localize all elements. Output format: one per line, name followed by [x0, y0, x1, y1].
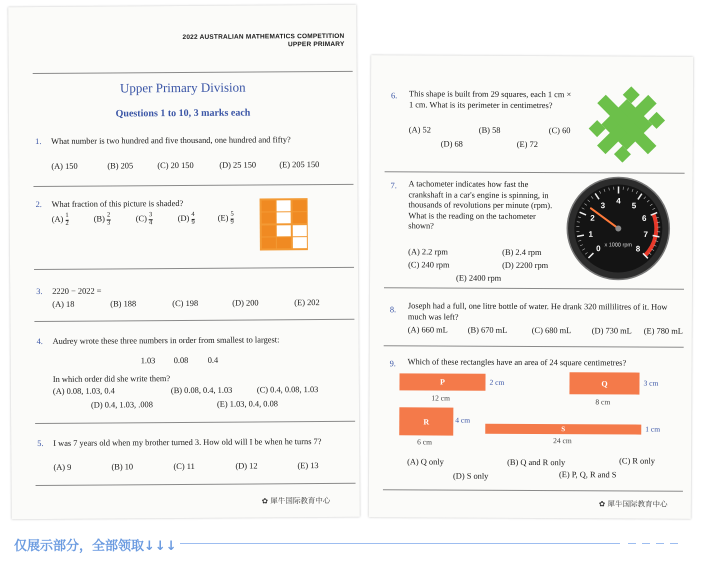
tachometer-tick-label: 6: [641, 213, 647, 223]
option-d[interactable]: (D) 25 150: [219, 160, 257, 170]
question-number: 5.: [37, 438, 44, 449]
question-text: This shape is built from 29 squares, each 1 cm × 1 cm. What is its perimeter in centimetres?: [408, 89, 572, 110]
question-number: 1.: [35, 136, 42, 147]
divider: [33, 71, 353, 74]
tachometer-unit-label: x 1000 rpm: [604, 242, 632, 249]
option-d[interactable]: (D) 200: [232, 298, 259, 308]
banner-dash: [656, 543, 664, 544]
divider: [34, 319, 354, 322]
option-e[interactable]: (E) 13: [297, 461, 319, 471]
watermark: ✿ 犀牛国际教育中心: [598, 499, 668, 509]
grid-cell: [277, 237, 291, 248]
rectangle-q-height: 3 cm: [643, 378, 659, 388]
grid-cell: [292, 237, 306, 248]
banner-dash: [642, 543, 650, 544]
divider: [34, 267, 354, 270]
question-number: 2.: [35, 199, 42, 210]
wechat-icon: ✿: [261, 496, 268, 506]
divider: [384, 287, 684, 290]
option-e[interactable]: (E) $\frac{5}{9}$: [217, 210, 234, 226]
option-e[interactable]: (E) 2400 rpm: [456, 273, 502, 283]
question-text-2: In which order did she write them?: [52, 374, 171, 384]
option-a[interactable]: (A) $\frac{1}{2}$: [51, 211, 69, 227]
banner-dash: [628, 543, 636, 544]
right-page: [369, 55, 693, 519]
option-a[interactable]: (A) 52: [408, 125, 431, 135]
option-e[interactable]: (E) P, Q, R and S: [558, 470, 617, 480]
rectangle-r-height: 4 cm: [455, 415, 471, 425]
rectangle-s-width: 24 cm: [553, 436, 572, 446]
option-c[interactable]: (C) 240 rpm: [408, 260, 450, 270]
option-c[interactable]: (C) 198: [172, 298, 199, 309]
competition-header: [183, 33, 345, 50]
option-b[interactable]: (B) 10: [111, 462, 134, 472]
option-a[interactable]: (A) 150: [51, 161, 78, 171]
option-b[interactable]: (B) 188: [110, 299, 137, 309]
rectangle-p-height: 2 cm: [489, 377, 505, 387]
option-b[interactable]: (B) 205: [107, 161, 134, 171]
divider: [35, 421, 355, 424]
option-e[interactable]: (E) 205 150: [279, 160, 320, 170]
option-c[interactable]: (C) R only: [619, 456, 655, 466]
question-number: 9.: [389, 359, 396, 369]
tachometer-tick-label: 7: [643, 230, 648, 240]
rectangle-q-width: 8 cm: [595, 397, 611, 407]
rectangle-r: R: [399, 407, 453, 435]
shaded-grid-picture: [260, 198, 308, 250]
grid-cell: [261, 225, 275, 236]
rectangle-r-width: 6 cm: [417, 437, 433, 447]
option-c[interactable]: (C) 680 mL: [531, 326, 572, 336]
divider: [384, 345, 684, 348]
promo-banner[interactable]: 仅展示部分，全部领取↓↓↓: [14, 539, 177, 554]
grid-cell: [277, 225, 291, 236]
option-d[interactable]: (D) 0.4, 1.03, .008: [90, 400, 153, 410]
tachometer: [566, 176, 671, 281]
grid-cell: [277, 212, 291, 223]
header-line2: UPPER PRIMARY: [287, 40, 345, 49]
option-c[interactable]: (C) 0.4, 0.08, 1.03: [256, 385, 319, 395]
grid-cell: [277, 200, 291, 211]
option-a[interactable]: (A) 0.08, 1.03, 0.4: [52, 386, 115, 396]
option-a[interactable]: (A) 18: [52, 299, 75, 309]
option-a[interactable]: (A) 660 mL: [407, 325, 448, 335]
option-c[interactable]: (C) $\frac{3}{4}$: [135, 211, 153, 226]
tachometer-tick-label: 5: [631, 201, 637, 211]
rectangle-s-height: 1 cm: [645, 424, 661, 434]
banner-dash: [670, 543, 678, 544]
question-text: Which of these rectangles have an area of 24 square centimetres?: [407, 357, 627, 368]
tachometer-tick-label: 4: [616, 196, 621, 206]
grid-cell: [261, 212, 275, 223]
question-text: What number is two hundred and five thousand, one hundred and fifty?: [51, 135, 291, 146]
tachometer-tick-label: 1: [588, 229, 594, 239]
option-d[interactable]: (D) $\frac{4}{9}$: [177, 210, 195, 226]
banner-line: [180, 543, 620, 544]
division-title: Upper Primary Division: [119, 79, 246, 96]
cross-squares-shape: [587, 86, 667, 162]
divider: [383, 489, 683, 492]
option-a[interactable]: (A) Q only: [407, 457, 444, 467]
question-text: Joseph had a full, one litre bottle of water. He drank 320 millilitres of it. How much was left?: [407, 301, 668, 322]
rectangle-p-width: 12 cm: [431, 393, 450, 403]
option-b[interactable]: (B) 670 mL: [467, 325, 508, 335]
tachometer-tick-label: 8: [635, 244, 641, 254]
tachometer-tick-label: 0: [596, 244, 601, 254]
question-number: 4.: [36, 336, 43, 347]
rectangle-q: Q: [569, 372, 639, 394]
tachometer-tick-label: 3: [600, 201, 606, 211]
question-text: I was 7 years old when my brother turned 3. How old will I be when he turns 7?: [53, 437, 322, 448]
grid-cell: [261, 200, 275, 211]
rectangle-s: S: [485, 424, 641, 435]
option-d[interactable]: (D) S only: [452, 471, 489, 481]
option-d[interactable]: (D) 730 mL: [591, 326, 632, 336]
option-a[interactable]: (A) 2.2 rpm: [408, 247, 448, 257]
rectangle-p: P: [399, 373, 485, 390]
number-1: 1.03: [140, 356, 156, 366]
grid-cell: [261, 237, 275, 248]
option-b[interactable]: (B) $\frac{2}{3}$: [93, 211, 111, 227]
option-b[interactable]: (B) Q and R only: [507, 457, 566, 468]
number-2: 0.08: [173, 355, 189, 366]
option-e[interactable]: (E) 1.03, 0.4, 0.08: [216, 399, 278, 409]
watermark: ✿ 犀牛国际教育中心: [261, 495, 331, 506]
question-text: Audrey wrote these three numbers in order from smallest to largest:: [52, 335, 280, 346]
questions-range: Questions 1 to 10, 3 marks each: [115, 107, 251, 120]
divider: [36, 483, 356, 486]
header-line1: 2022 AUSTRALIAN MATHEMATICS COMPETITION: [182, 32, 345, 42]
question-text: What fraction of this picture is shaded?: [51, 199, 184, 209]
number-3: 0.4: [207, 355, 219, 365]
tachometer-tick-label: 2: [590, 213, 595, 223]
question-text: A tachometer indicates how fast the crankshaft in a car's engine is spinning, in thousands of revolutions per minute (rpm). What is the reading on the tachometer shown?: [408, 179, 553, 231]
grid-cell: [292, 200, 306, 211]
option-e[interactable]: (E) 72: [516, 139, 538, 150]
question-number: 7.: [390, 181, 397, 191]
option-c[interactable]: (C) 60: [548, 126, 571, 136]
question-number: 3.: [36, 286, 43, 297]
option-d[interactable]: (D) 2200 rpm: [502, 260, 549, 271]
question-number: 8.: [389, 305, 397, 315]
option-d[interactable]: (D) 12: [235, 461, 258, 471]
option-b[interactable]: (B) 2.4 rpm: [502, 247, 542, 258]
option-e[interactable]: (E) 202: [294, 298, 320, 308]
divider: [33, 184, 353, 187]
option-c[interactable]: (C) 20 150: [157, 160, 194, 171]
option-b[interactable]: (B) 58: [478, 125, 501, 135]
wechat-icon: ✿: [598, 499, 606, 509]
left-page: [8, 5, 360, 519]
option-d[interactable]: (D) 68: [440, 139, 463, 149]
option-c[interactable]: (C) 11: [173, 461, 195, 472]
option-e[interactable]: (E) 780 mL: [643, 326, 683, 336]
option-b[interactable]: (B) 0.08, 0.4, 1.03: [170, 385, 233, 396]
question-text: 2220 − 2022 =: [52, 286, 102, 296]
question-number: 6.: [390, 91, 398, 101]
grid-cell: [292, 225, 306, 236]
option-a[interactable]: (A) 9: [53, 462, 72, 472]
grid-cell: [292, 212, 306, 223]
divider: [385, 171, 685, 174]
